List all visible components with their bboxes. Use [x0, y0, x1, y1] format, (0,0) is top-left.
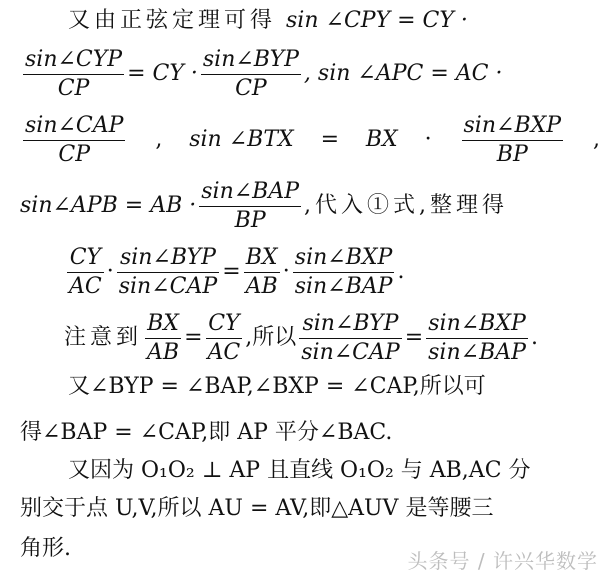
fraction-numerator: sin∠CAP — [25, 112, 124, 138]
fraction-denominator: sin∠BAP — [294, 273, 393, 299]
dot-operator: · — [424, 127, 432, 152]
bx-term: BX — [365, 127, 398, 152]
fraction-numerator: sin∠BYP — [302, 310, 399, 336]
fraction-bxp-bap — [426, 310, 528, 367]
fraction-numerator: sin∠BAP — [201, 178, 300, 204]
equals-sign: = — [320, 127, 339, 152]
fraction-numerator: sin∠CYP — [25, 46, 123, 72]
line-1-expr: sin ∠CPY = CY · — [286, 8, 468, 33]
fraction-numerator: CY — [208, 310, 240, 336]
text-line-2 — [20, 46, 600, 102]
text-line-1 — [20, 6, 614, 36]
fraction-numerator: sin∠BYP — [202, 46, 299, 72]
equals-sign: = — [404, 325, 424, 350]
fraction-bxp-bp — [462, 112, 564, 169]
text-line-9 — [20, 456, 614, 486]
text-line-3 — [20, 112, 600, 168]
equals-sign: = — [222, 259, 241, 284]
fraction-denominator: AB — [147, 339, 180, 365]
fraction-numerator: BX — [147, 310, 179, 336]
text-line-10 — [20, 494, 600, 524]
line-11-text: 角形. — [20, 536, 71, 561]
fraction-numerator: CY — [69, 244, 102, 270]
fraction-denominator: AC — [69, 273, 102, 299]
fraction-cy-ac — [67, 244, 104, 301]
fraction-denominator: sin∠CAP — [118, 273, 218, 299]
period: . — [530, 325, 538, 350]
line-4-post: ,代入①式,整理得 — [304, 193, 509, 218]
line-1-text: 又由正弦定理可得 — [68, 8, 277, 33]
period: . — [397, 259, 405, 284]
line-8-text: 得∠BAP = ∠CAP,即 AP 平分∠BAC. — [20, 420, 393, 445]
text-line-8 — [20, 418, 600, 448]
line-10-text: 别交于点 U,V,所以 AU = AV,即△AUV 是等腰三 — [20, 496, 494, 521]
fraction-cyp-cp — [23, 46, 124, 103]
fraction-cap-cp — [23, 112, 125, 169]
fraction-denominator: CP — [57, 75, 90, 101]
fraction-byp-cp — [201, 46, 301, 103]
line-6-pre: 注意到 — [64, 325, 143, 350]
fraction-byp-cap — [117, 244, 219, 301]
fraction-denominator: sin∠BAP — [428, 339, 526, 365]
line-2-tail: , sin ∠APC = AC · — [303, 61, 503, 86]
line-7-text: 又∠BYP = ∠BAP,∠BXP = ∠CAP,所以可 — [68, 374, 486, 399]
text-line-6 — [64, 310, 604, 366]
comma: , — [155, 127, 163, 152]
dot-operator: · — [106, 259, 114, 284]
dot-operator: · — [282, 259, 290, 284]
line-2-mid: = CY · — [127, 61, 198, 86]
fraction-bx-ab — [244, 244, 280, 301]
fraction-bx-ab — [145, 310, 181, 367]
fraction-cy-ac — [206, 310, 243, 367]
fraction-numerator: BX — [245, 244, 278, 270]
line-4-pre: sin∠APB = AB · — [20, 193, 197, 218]
fraction-bxp-bap — [293, 244, 395, 301]
fraction-denominator: CP — [58, 141, 91, 167]
sin-btx: sin ∠BTX — [189, 127, 294, 152]
fraction-byp-cap — [299, 310, 401, 367]
line-9-text: 又因为 O₁O₂ ⊥ AP 且直线 O₁O₂ 与 AB,AC 分 — [68, 458, 531, 483]
fraction-denominator: sin∠CAP — [301, 339, 400, 365]
fraction-denominator: BP — [234, 207, 266, 233]
fraction-numerator: sin∠BXP — [428, 310, 526, 336]
fraction-bap-bp — [199, 178, 301, 235]
fraction-denominator: BP — [496, 141, 528, 167]
line-6-mid: ,所以 — [245, 325, 297, 350]
comma: , — [592, 127, 600, 152]
fraction-numerator: sin∠BXP — [294, 244, 393, 270]
fraction-denominator: CP — [235, 75, 267, 101]
fraction-denominator: AB — [245, 273, 278, 299]
fraction-numerator: sin∠BXP — [463, 112, 562, 138]
equals-sign: = — [184, 325, 203, 350]
fraction-denominator: AC — [207, 339, 241, 365]
text-line-7 — [20, 372, 614, 402]
text-line-4 — [20, 178, 600, 234]
fraction-numerator: sin∠BYP — [119, 244, 216, 270]
watermark-text: 头条号 / 许兴华数学 — [407, 549, 598, 573]
text-line-5 — [64, 244, 584, 300]
